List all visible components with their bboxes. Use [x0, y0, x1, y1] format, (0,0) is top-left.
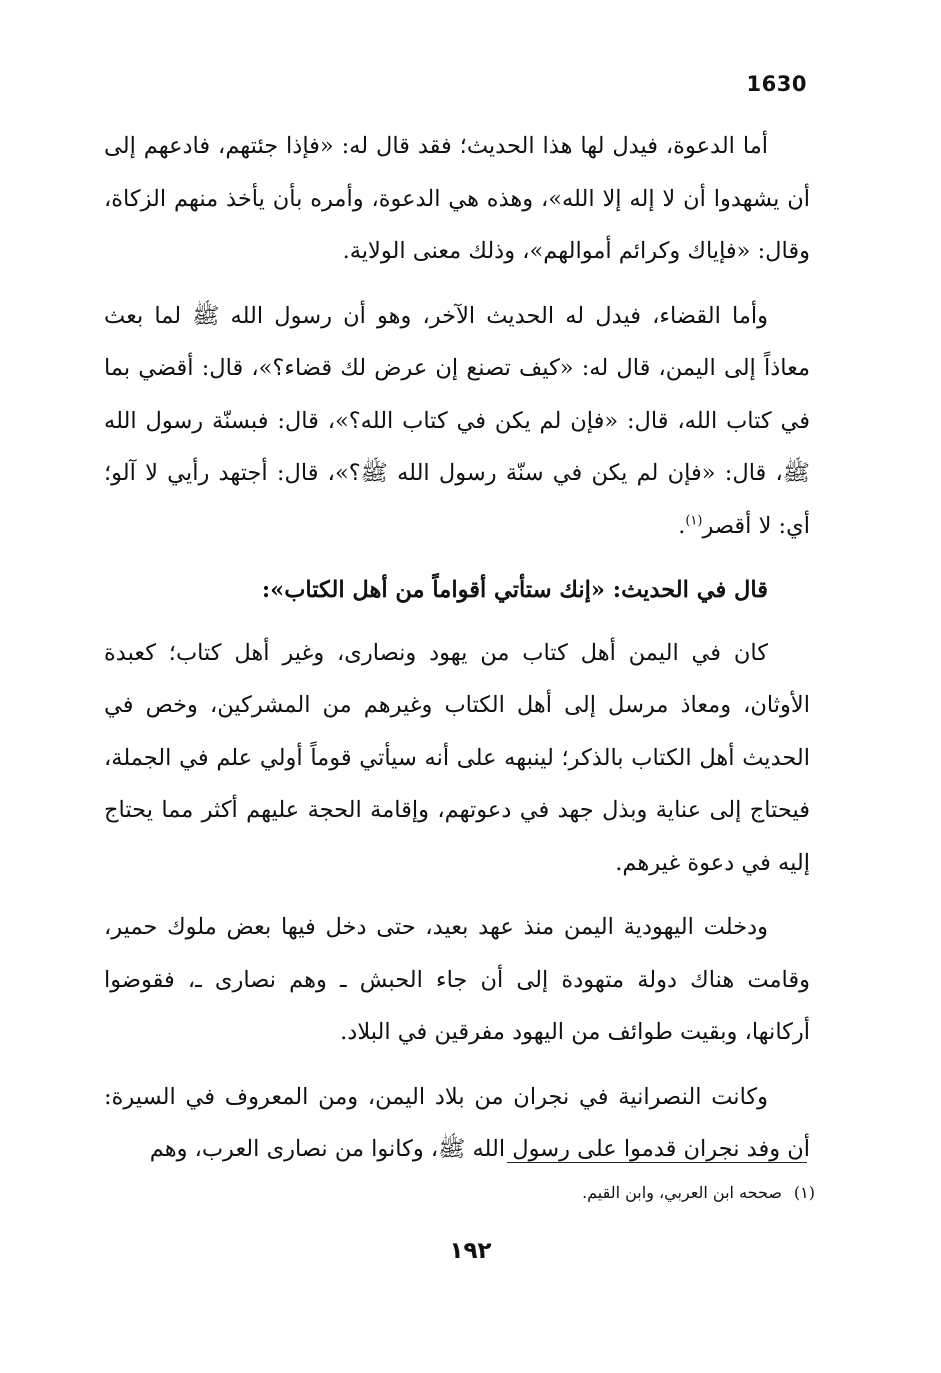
paragraph-yahudiya: ودخلت اليهودية اليمن منذ عهد بعيد، حتى دخل فيها بعض ملوك حمير، وقامت هناك دولة متهودة إلى أن جاء الحبش ـ وهم نصارى ـ، فقوضوا أركانها، وبقيت طوائف من اليهود مفرقين في البلاد. — [104, 914, 810, 1045]
paragraph-ahl-kitab: كان في اليمن أهل كتاب من يهود ونصارى، وغير أهل كتاب؛ كعبدة الأوثان، ومعاذ مرسل إلى أهل الكتاب وغيرهم من المشركين، وخص في الحديث أهل الكتاب بالذكر؛ لينبهه على أنه سيأتي قوماً أولي علم في الجملة، فيحتاج إلى عناية وبذل جهد في دعوتهم، وإقامة الحجة عليهم أكثر مما يحتاج إليه في دعوة غيرهم. — [104, 639, 810, 876]
paragraph-qada-text: وأما القضاء، فيدل له الحديث الآخر، وهو أن رسول الله ﷺ لما بعث معاذاً إلى اليمن، قال له: «كيف تصنع إن عرض لك قضاء؟»، قال: أقضي بما في كتاب الله، قال: «فإن لم يكن في كتاب الله؟»، قال: فبسنّة رسول الله ﷺ، قال: «فإن لم يكن في سنّة رسول الله ﷺ؟»، قال: أجتهد رأيي لا آلو؛ أي: لا أقصر — [104, 302, 810, 539]
paragraph-qada — [104, 290, 810, 553]
footnote-number: (١) — [793, 1183, 815, 1202]
footnote-text: صححه ابن العربي، وابن القيم. — [582, 1183, 782, 1202]
footnote-reference[interactable]: (١) — [685, 513, 703, 528]
paragraph-qada-tail: . — [678, 512, 686, 539]
header-page-code: 1630 — [746, 72, 807, 96]
page-number: ١٩٢ — [449, 1238, 492, 1264]
paragraph-nasraniya: وكانت النصرانية في نجران من بلاد اليمن، ومن المعروف في السيرة: أن وفد نجران قدموا على رسول الله ﷺ، وكانوا من نصارى العرب، وهم — [104, 1083, 810, 1162]
footnote-divider — [507, 1162, 807, 1163]
section-heading: قال في الحديث: «إنك ستأتي أقواماً من أهل الكتاب»: — [261, 577, 768, 603]
main-text — [104, 120, 810, 1188]
paragraph-dawah: أما الدعوة، فيدل لها هذا الحديث؛ فقد قال له: «فإذا جئتهم، فادعهم إلى أن يشهدوا أن لا إله إلا الله»، وهذه هي الدعوة، وأمره بأن يأخذ منهم الزكاة، وقال: «فإياك وكرائم أموالهم»، وذلك معنى الولاية. — [104, 133, 810, 264]
footnote — [125, 1178, 815, 1208]
